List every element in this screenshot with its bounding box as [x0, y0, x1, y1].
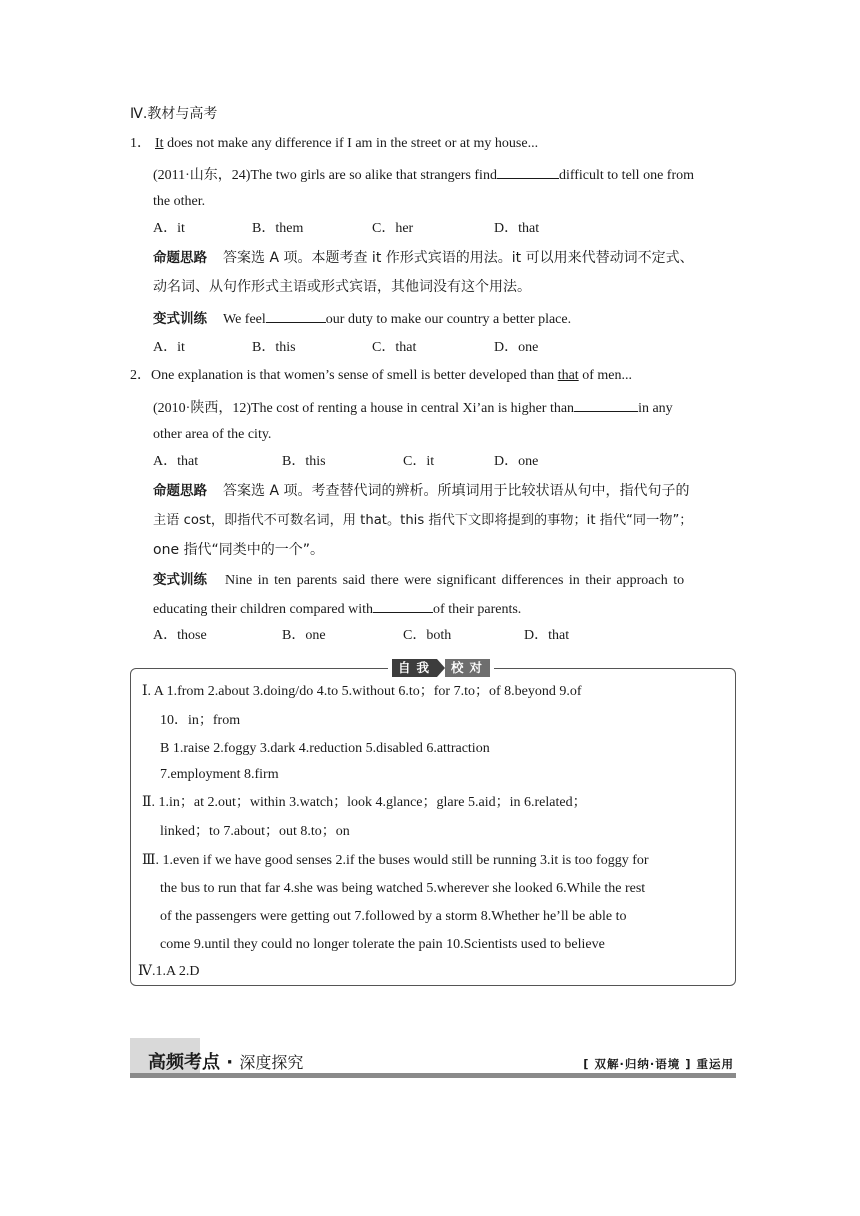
drill-option-d: D．one: [494, 340, 539, 355]
answer-line: come 9.until they could no longer tolerate the pain 10.Scientists used to believe: [160, 937, 605, 952]
banner-subtitle: 深度探究: [239, 1053, 304, 1072]
answer-line: the bus to run that far 4.she was being watched 5.wherever she looked 6.While the rest: [160, 881, 646, 896]
answer-line: Ⅳ.1.A 2.D: [138, 964, 200, 979]
banner-title: 高频考点 · 深度探究: [148, 1052, 304, 1073]
answer-line: Ⅲ. 1.even if we have good senses 2.if the buses would still be running 3.it is too foggy for: [142, 853, 649, 868]
question-1-lead: [130, 134, 538, 154]
answer-line: Ⅰ. A 1.from 2.about 3.doing/do 4.to 5.without 6.to；for 7.to；of 8.beyond 9.of: [142, 684, 582, 699]
answer-line: Ⅱ. 1.in；at 2.out；within 3.watch；look 4.glance；glare 5.aid；in 6.related；: [142, 795, 587, 810]
drill-option-b: B．one: [282, 628, 326, 643]
analysis-line-3: one 指代“同类中的一个”。: [153, 542, 325, 558]
drill-option-c: C．that: [372, 340, 417, 355]
analysis-tag: 命题思路: [153, 483, 207, 499]
section-heading: Ⅳ.教材与高考: [130, 106, 218, 122]
option-a: A．that: [153, 454, 199, 469]
answer-line: of the passengers were getting out 7.followed by a storm 8.Whether he’ll be able to: [160, 909, 627, 924]
drill-line: 变式训练 We feel our duty to make our country a better place.: [153, 308, 571, 330]
option-b: B．them: [252, 221, 304, 236]
analysis-tag: 命题思路: [153, 250, 207, 266]
option-b: B．this: [282, 454, 326, 469]
section-banner: [130, 1038, 736, 1078]
answer-blank: [497, 164, 559, 179]
drill-tag: 变式训练: [153, 572, 207, 588]
answer-blank: [266, 308, 326, 323]
underlined-word: It: [155, 136, 164, 151]
option-c: C．it: [403, 454, 435, 469]
drill-option-a: A．those: [153, 628, 207, 643]
exam-question-line-2: the other.: [153, 194, 206, 209]
drill-line: 变式训练 Nine in ten parents said there were significant differences in their approach to: [153, 572, 685, 588]
option-d: D．one: [494, 454, 539, 469]
answer-key-title-a: 自我: [392, 659, 437, 677]
analysis-line: 命题思路 答案选 A 项。考查替代词的辨析。所填词用于比较状语从句中，指代句子的: [153, 483, 690, 499]
analysis-line: 命题思路 答案选 A 项。本题考查 it 作形式宾语的用法。it 可以用来代替动词不定式、: [153, 250, 694, 266]
drill-option-a: A．it: [153, 340, 185, 355]
answer-line: 10．in；from: [160, 713, 241, 728]
analysis-line-2: 主语 cost，即指代不可数名词，用 that。this 指代下文即将提到的事物；it 指代“同一物”；: [153, 513, 693, 528]
exam-question-line: (2011·山东，24)The two girls are so alike that strangers find difficult to tell one from: [153, 164, 694, 186]
question-number: 2．: [130, 368, 151, 383]
option-d: D．that: [494, 221, 540, 236]
option-a: A．it: [153, 221, 185, 236]
drill-tag: 变式训练: [153, 311, 207, 327]
answer-key-title-b: 校对: [445, 659, 490, 677]
answer-blank: [574, 397, 638, 412]
exam-question-line-2: other area of the city.: [153, 427, 272, 442]
analysis-line-2: 动名词、从句作形式主语或形式宾语，其他词没有这个用法。: [153, 279, 531, 295]
drill-option-d: D．that: [524, 628, 570, 643]
answer-blank: [373, 598, 433, 613]
arrow-icon: [437, 659, 445, 677]
exam-question-line: (2010·陕西，12)The cost of renting a house in central Xi’an is higher than in any: [153, 397, 673, 419]
question-number: 1．: [130, 136, 151, 151]
drill-option-b: B．this: [252, 340, 296, 355]
option-c: C．her: [372, 221, 414, 236]
question-2-lead: 2．One explanation is that women’s sense of smell is better developed than that of men...: [130, 368, 632, 383]
answer-key-title: [388, 657, 494, 679]
underlined-word: that: [557, 368, 579, 383]
answer-line: 7.employment 8.firm: [160, 767, 279, 782]
drill-line-2: educating their children compared with of their parents.: [153, 598, 521, 620]
drill-option-c: C．both: [403, 628, 452, 643]
answer-line: linked；to 7.about；out 8.to；on: [160, 824, 350, 839]
question-lead-text: does not make any difference if I am in the street or at my house...: [163, 136, 539, 151]
answer-line: B 1.raise 2.foggy 3.dark 4.reduction 5.disabled 6.attraction: [160, 741, 490, 756]
banner-right-label: [ 双解·归纳·语境 ] 重运用: [583, 1057, 734, 1071]
